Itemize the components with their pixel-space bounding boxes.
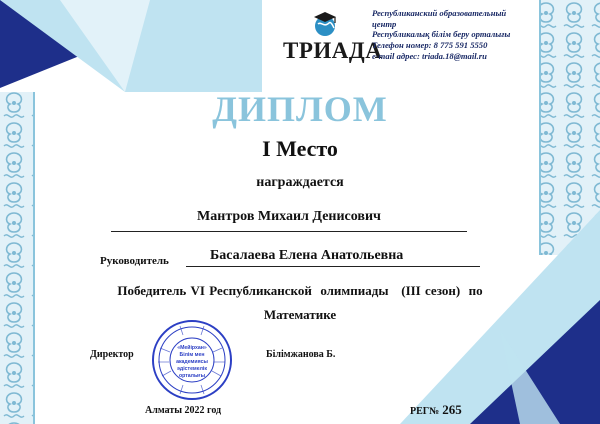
org-line: центр bbox=[372, 18, 397, 29]
graduation-cap-globe-icon bbox=[308, 8, 342, 38]
org-phone: Телефон номер: 8 775 591 5550 bbox=[372, 40, 488, 51]
stamp-center-line: академиясы bbox=[176, 359, 208, 365]
supervisor-label: Руководитель bbox=[100, 255, 169, 267]
reg-label: РЕГ№ bbox=[410, 406, 440, 417]
subject-name: Математике bbox=[263, 307, 337, 322]
org-line: Республиканский образовательный bbox=[372, 8, 507, 18]
diploma-title: ДИПЛОМ bbox=[212, 89, 388, 129]
stamp-center-line: «Мейірхан» bbox=[177, 345, 207, 351]
city-year: Алматы 2022 год bbox=[145, 405, 222, 416]
reg-number: 265 bbox=[442, 402, 462, 417]
place-heading: I Место bbox=[262, 136, 338, 161]
official-stamp bbox=[150, 318, 234, 402]
org-email: e-mail адрес: triada.18@mail.ru bbox=[372, 50, 487, 61]
registration-number bbox=[410, 402, 462, 418]
org-line: Республикалық білім беру орталығы bbox=[372, 29, 511, 40]
stamp-center-line: орталығы bbox=[178, 373, 206, 379]
achievement-text: Победитель VI Республиканской олимпиады (III сезон) по bbox=[117, 283, 483, 298]
supervisor-underline bbox=[186, 266, 480, 267]
recipient-underline bbox=[111, 231, 467, 232]
director-name: Білімжанова Б. bbox=[266, 349, 336, 360]
recipient-name: Мантров Михаил Денисович bbox=[197, 209, 381, 224]
organization-info bbox=[372, 8, 532, 62]
stamp-center-line: Білім мен bbox=[179, 352, 205, 358]
logo-text: ТРИАДА bbox=[283, 38, 383, 63]
supervisor-name: Басалаева Елена Анатольевна bbox=[210, 248, 404, 263]
awarded-label: награждается bbox=[256, 175, 344, 190]
director-label: Директор bbox=[90, 349, 134, 360]
stamp-center-line: әдістемелік bbox=[177, 366, 207, 372]
